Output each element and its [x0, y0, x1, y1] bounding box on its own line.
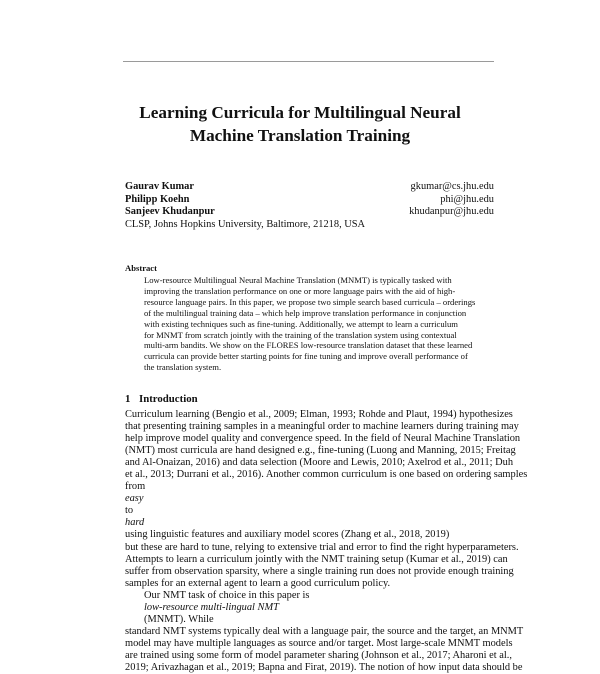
emphasis: easy [125, 493, 144, 505]
abstract-line: resource language pairs. In this paper, we propose two simple search based curricula – orderings [144, 296, 476, 307]
author-email[interactable]: khudanpur@jhu.edu [409, 206, 494, 218]
body-line: but these are hard to tune, relying to extensive trial and error to find the right hyperparameters. [125, 541, 519, 553]
body-line: 2019; Arivazhagan et al., 2019; Bapna and Firat, 2019). The notion of how input data should be [125, 661, 523, 673]
abstract-line: the translation system. [144, 362, 222, 373]
abstract-line: with existing techniques such as fine-tuning. Additionally, we attempt to learn a curriculum [144, 318, 458, 329]
body-line: and Al-Onaizan, 2016) and data selection (Moore and Lewis, 2010; Axelrod et al., 2011; Duh [125, 457, 514, 469]
body-line: model may have multiple languages as source and/or target. Most large-scale MNMT models [125, 637, 513, 649]
text-run: using linguistic features and auxiliary model scores (Zhang et al., 2018, 2019) [125, 529, 450, 541]
author-name: Sanjeev Khudanpur [125, 206, 215, 218]
introduction-text [125, 409, 528, 674]
body-line: Attempts to learn a curriculum jointly with the NMT training setup (Kumar et al., 2019) can [125, 553, 508, 565]
paper-title [110, 101, 490, 147]
body-line: et al., 2013; Durrani et al., 2016). Another common curriculum is one based on ordering samples [125, 469, 528, 481]
author-name: Gaurav Kumar [125, 181, 194, 192]
body-line [125, 590, 497, 626]
body-line: help improve model quality and convergence speed. In the field of Neural Machine Translation [125, 433, 521, 445]
emphasis: low-resource multi-lingual NMT [144, 601, 279, 613]
affiliation: CLSP, Johns Hopkins University, Baltimore, 21218, USA [125, 218, 366, 230]
emphasis: hard [125, 517, 145, 529]
body-line: Curriculum learning (Bengio et al., 2009; Elman, 1993; Rohde and Plaut, 1994) hypothesizes [125, 409, 513, 420]
email-block [409, 181, 494, 219]
body-line: standard NMT systems typically deal with a language pair, the source and the target, an MNMT [125, 625, 524, 637]
section-heading [125, 393, 198, 405]
body-line: that presenting training samples in a meaningful order to machine learners during training may [125, 421, 519, 433]
title-line: Machine Translation Training [189, 126, 411, 145]
text-run: to [125, 505, 134, 517]
text-run: Our NMT task of choice in this paper is [144, 589, 310, 601]
abstract-line: improving the translation performance on one or more language pairs with the aid of high- [144, 285, 456, 296]
abstract-heading: Abstract [125, 263, 157, 273]
abstract-line: multi-arm bandits. We show on the FLORES low-resource translation dataset that these learned [144, 340, 473, 351]
abstract-line: Low-resource Multilingual Neural Machine Translation (MNMT) is typically tasked with [144, 275, 452, 285]
author-name: Philipp Koehn [125, 193, 190, 205]
body-line: are trained using some form of model parameter sharing (Johnson et al., 2017; Aharoni et al., [125, 649, 512, 661]
abstract-text [144, 275, 476, 373]
author-block [125, 181, 365, 231]
body-line: samples for an external agent to learn a good curriculum policy. [125, 577, 391, 589]
body-line: (NMT) most curricula are hand designed e.g., fine-tuning (Luong and Manning, 2015; Freitag [125, 445, 516, 457]
abstract-line: of the multilingual training data – which help improve translation performance in conjunction [144, 307, 467, 318]
author-email[interactable]: gkumar@cs.jhu.edu [410, 181, 494, 192]
text-run: (MNMT). While [144, 613, 214, 625]
title-line: Learning Curricula for Multilingual Neural [139, 103, 461, 122]
abstract-line: for MNMT from scratch jointly with the training of the translation system using contextual [144, 329, 457, 340]
header-rule [123, 61, 494, 62]
section-title: Introduction [139, 393, 198, 405]
body-line [125, 481, 497, 541]
section-number: 1 [125, 393, 131, 405]
text-run: from [125, 481, 146, 493]
body-line: suffer from observation sparsity, where a single training run does not provide enough training [125, 565, 514, 577]
author-email[interactable]: phi@jhu.edu [440, 193, 494, 205]
abstract-line: curricula can provide better starting points for fine tuning and improve overall performance of [144, 351, 468, 362]
